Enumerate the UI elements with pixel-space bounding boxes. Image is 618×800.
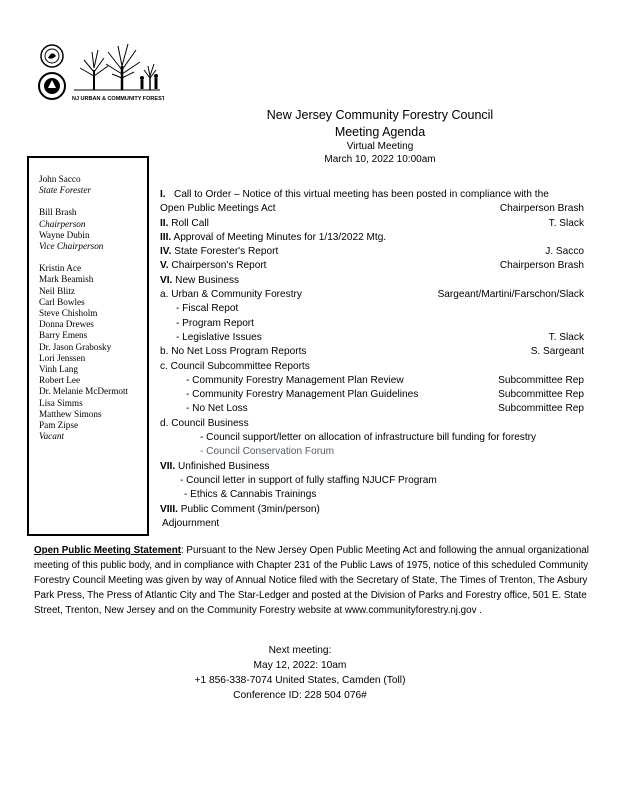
member-name: Vacant [39,431,65,442]
member-name: Neil Blitz [39,285,75,296]
agenda-item-2: II. Roll Call T. Slack [160,217,584,229]
forestry-logo [34,42,164,104]
next-meeting-info [150,643,450,703]
statement-label: Open Public Meeting Statement [34,545,181,556]
agenda-sub-item: - Legislative Issues T. Slack [176,331,584,343]
agenda-sub-item: - Community Forestry Management Plan Guidelines Subcommittee Rep [186,389,584,401]
agenda-title: Meeting Agenda [334,125,426,139]
member-name: Robert Lee [39,375,81,386]
agenda-item-6d: d. Council Business [160,417,249,429]
agenda-sub-item: - Council support/letter on allocation of infrastructure bill funding for forestry [200,432,537,444]
member-role: State Forester [39,185,91,196]
member-name: Lori Jenssen [39,352,86,363]
agenda-item-4: IV. State Forester's Report J. Sacco [160,246,584,258]
member-name: Wayne Dubin [39,229,90,240]
member-name: Barry Emens [39,330,88,341]
next-meeting-date: May 12, 2022: 10am [253,660,347,671]
agenda-item-1-cont: Open Public Meetings Act Chairperson Brash [160,203,584,215]
agenda-sub-item: - Program Report [176,317,254,329]
member-name: Donna Drewes [39,319,94,330]
agenda-sub-item: - Ethics & Cannabis Trainings [184,489,317,501]
member-name: Mark Beamish [39,274,94,285]
agenda-list [160,188,584,531]
next-meeting-phone: +1 856-338-7074 United States, Camden (Toll) [194,675,406,686]
agenda-sub-item: - Community Forestry Management Plan Review Subcommittee Rep [186,374,584,386]
next-meeting-conference-id: Conference ID: 228 504 076# [233,690,367,701]
agenda-sub-item: - No Net Loss Subcommittee Rep [186,403,584,415]
council-seal-icon [39,73,65,99]
member-name: Vinh Lang [39,364,78,375]
member-name: Bill Brash [39,207,77,218]
agenda-item-5: V. Chairperson's Report Chairperson Brash [160,260,584,272]
agenda-sub-item: - Council Conservation Forum [200,446,335,458]
agenda-item-6a: a. Urban & Community Forestry Sargeant/Martini/Farschon/Slack [160,289,584,301]
agenda-item-6b: b. No Net Loss Program Reports S. Sargeant [160,346,584,358]
state-seal-icon [41,45,63,67]
agenda-sub-item: - Council letter in support of fully staffing NJUCF Program [180,474,437,486]
council-members-box [27,156,149,536]
member-name: Dr. Melanie McDermott [39,386,129,397]
member-name: Kristin Ace [39,263,82,274]
member-name: Pam Zipse [39,420,79,431]
open-meeting-statement [34,543,594,618]
member-role: Vice Chairperson [39,241,104,252]
member-name: Steve Chisholm [39,308,98,319]
member-name: Dr. Jason Grabosky [39,341,112,352]
agenda-item-7: VII. Unfinished Business [160,460,270,472]
agenda-item-1: I. Call to Order – Notice of this virtual meeting has been posted in compliance with the [160,189,549,200]
agenda-item-3: III. Approval of Meeting Minutes for 1/13/2022 Mtg. [160,231,387,243]
agenda-sub-item: - Fiscal Repot [176,303,239,315]
agenda-item-6: VI. New Business [160,274,240,286]
member-role: Chairperson [39,218,86,229]
statement-text: : Pursuant to the New Jersey Open Public Meeting Act and following the annual organizational meeting of this public body, and in compliance with Chapter 231 of the Public Laws of 1975, notice of this scheduled Community Forestry Council Meeting was given by way of Annual Notice filed with the Secretary of State, The Times of Trenton, The Asbury Park Press, The Press of Atlantic City and The Star-Ledger and posted at the Division of Parks and Forestry office, 501 E. State Street, Trenton, New Jersey and on the Community Forestry website at www.communityforestry.nj.gov . [34,545,589,616]
next-meeting-heading: Next meeting: [268,645,332,656]
member-name: Lisa Simms [39,397,83,408]
council-title: New Jersey Community Forestry Council [266,108,494,122]
member-name: Carl Bowles [39,296,85,307]
trees-icon [74,44,160,90]
meeting-datetime: March 10, 2022 10:00am [324,154,436,165]
agenda-item-8: VIII. Public Comment (3min/person) [160,503,320,515]
agenda-item-6c: c. Council Subcommittee Reports [160,360,310,372]
member-name: Matthew Simons [39,408,102,419]
agenda-adjournment: Adjournment [162,517,220,529]
member-name: John Sacco [39,174,81,184]
logo-caption: NJ URBAN & COMMUNITY FORESTRY [72,96,164,102]
meeting-type: Virtual Meeting [346,141,414,152]
